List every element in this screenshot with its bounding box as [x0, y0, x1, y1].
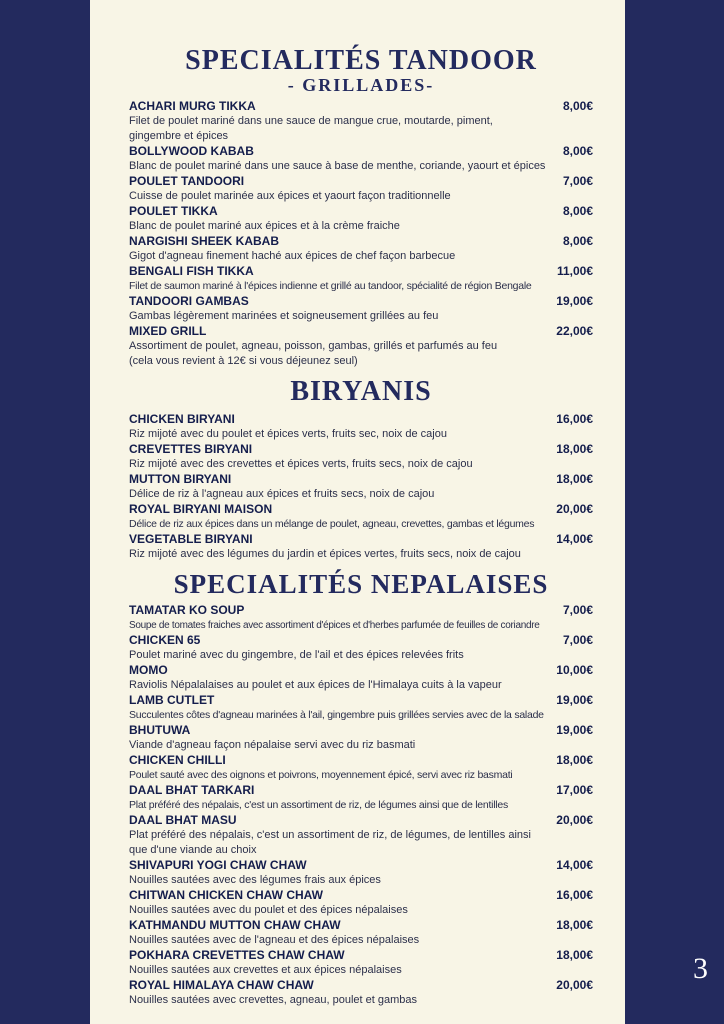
- item-price: 8,00€: [562, 234, 593, 248]
- item-name: ROYAL HIMALAYA CHAW CHAW: [129, 978, 314, 992]
- section-title-nepalaises: SPECIALITÉS NEPALAISES: [173, 569, 549, 599]
- item-name: POULET TIKKA: [129, 204, 218, 218]
- item-description: Gambas légèrement marinées et soigneusement grillées au feu: [129, 310, 439, 322]
- menu-item: [129, 783, 593, 813]
- item-description: Succulentes côtes d'agneau marinées à l'ail, gingembre puis grillées servies avec de la salade: [129, 709, 544, 721]
- item-price: 8,00€: [562, 99, 593, 113]
- item-name: TAMATAR KO SOUP: [129, 603, 245, 617]
- menu-item: [129, 532, 593, 562]
- menu-item: [129, 723, 593, 753]
- item-name: BENGALI FISH TIKKA: [129, 264, 254, 278]
- item-price: 7,00€: [562, 174, 593, 188]
- item-description: Gigot d'agneau finement haché aux épices de chef façon barbecue: [129, 250, 456, 262]
- item-price: 8,00€: [562, 204, 593, 218]
- item-description: Plat préféré des népalais, c'est un assortiment de riz, de légumes ainsi que de lentilles: [129, 799, 508, 811]
- menu-item: [129, 264, 593, 294]
- menu-item: [129, 693, 593, 723]
- item-price: 11,00€: [556, 264, 593, 278]
- item-name: NARGISHI SHEEK KABAB: [129, 234, 280, 248]
- item-name: VEGETABLE BIRYANI: [129, 532, 253, 546]
- item-description: Poulet mariné avec du gingembre, de l'ail et des épices relevées frits: [129, 649, 464, 661]
- menu-item: [129, 234, 593, 264]
- menu-item: [129, 442, 593, 472]
- item-description: Cuisse de poulet marinée aux épices et yaourt façon traditionnelle: [129, 190, 451, 202]
- item-price: 10,00€: [556, 663, 593, 677]
- item-description: Délice de riz à l'agneau aux épices et fruits secs, noix de cajou: [129, 488, 435, 500]
- item-name: DAAL BHAT TARKARI: [129, 783, 255, 797]
- item-description: Assortiment de poulet, agneau, poisson, gambas, grillés et parfumés au feu: [129, 340, 498, 352]
- section-title-biryanis: BIRYANIS: [290, 376, 432, 407]
- item-name: ROYAL BIRYANI MAISON: [129, 502, 273, 516]
- item-price: 19,00€: [556, 294, 593, 308]
- item-price: 18,00€: [556, 753, 593, 767]
- item-price: 18,00€: [556, 918, 593, 932]
- menu-item: [129, 858, 593, 888]
- item-price: 8,00€: [562, 144, 593, 158]
- menu-item: [129, 412, 593, 442]
- menu-item: [129, 663, 593, 693]
- item-description: Nouilles sautées avec crevettes, agneau, poulet et gambas: [129, 994, 418, 1006]
- menu-item: [129, 502, 593, 532]
- item-name: CHICKEN 65: [129, 633, 201, 647]
- item-description: Plat préféré des népalais, c'est un assortiment de riz, de légumes, de lentilles ainsi que d'une viande au choix: [129, 829, 531, 856]
- menu-content: [129, 44, 593, 1008]
- item-description: Nouilles sautées aux crevettes et aux épices népalaises: [129, 964, 402, 976]
- item-price: 14,00€: [556, 858, 593, 872]
- item-name: TANDOORI GAMBAS: [129, 294, 249, 308]
- item-name: CHITWAN CHICKEN CHAW CHAW: [129, 888, 323, 902]
- item-note: (cela vous revient à 12€ si vous déjeunez seul): [129, 355, 358, 367]
- item-description: Nouilles sautées avec des légumes frais aux épices: [129, 874, 381, 886]
- page-number: 3: [693, 952, 708, 985]
- item-name: CHICKEN BIRYANI: [129, 412, 235, 426]
- item-description: Blanc de poulet mariné aux épices et à la crème fraiche: [129, 220, 400, 232]
- menu-item: [129, 144, 593, 174]
- menu-item: [129, 472, 593, 502]
- item-name: MOMO: [129, 663, 168, 677]
- item-description: Soupe de tomates fraiches avec assortiment d'épices et d'herbes parfumée de feuilles de coriandre: [129, 620, 540, 631]
- item-description: Filet de poulet mariné dans une sauce de mangue crue, moutarde, piment, gingembre et épices: [129, 115, 493, 142]
- item-name: SHIVAPURI YOGI CHAW CHAW: [129, 858, 307, 872]
- item-price: 18,00€: [556, 948, 593, 962]
- item-price: 22,00€: [556, 324, 593, 338]
- item-price: 19,00€: [556, 723, 593, 737]
- item-description: Délice de riz aux épices dans un mélange de poulet, agneau, crevettes, gambas et légumes: [129, 518, 535, 530]
- menu-item: [129, 99, 593, 144]
- menu-item: [129, 294, 593, 324]
- item-name: POKHARA CREVETTES CHAW CHAW: [129, 948, 345, 962]
- item-name: POULET TANDOORI: [129, 174, 245, 188]
- item-name: MIXED GRILL: [129, 324, 207, 338]
- menu-item: [129, 978, 593, 1008]
- menu-item: [129, 324, 593, 369]
- menu-item: [129, 948, 593, 978]
- menu-item: [129, 813, 593, 858]
- section-subtitle-grillades: - GRILLADES-: [287, 75, 435, 95]
- item-name: BOLLYWOOD KABAB: [129, 144, 254, 158]
- item-price: 18,00€: [556, 472, 593, 486]
- menu-item: [129, 603, 593, 633]
- item-name: ACHARI MURG TIKKA: [129, 99, 256, 113]
- item-price: 20,00€: [556, 978, 593, 992]
- item-price: 20,00€: [556, 813, 593, 827]
- item-price: 20,00€: [556, 502, 593, 516]
- item-description: Raviolis Népalalaises au poulet et aux épices de l'Himalaya cuits à la vapeur: [129, 679, 502, 691]
- item-name: BHUTUWA: [129, 723, 191, 737]
- item-description: Filet de saumon mariné à l'épices indienne et grillé au tandoor, spécialité de région Bengale: [129, 280, 532, 292]
- item-price: 19,00€: [556, 693, 593, 707]
- item-price: 16,00€: [556, 412, 593, 426]
- item-description: Riz mijoté avec du poulet et épices verts, fruits sec, noix de cajou: [129, 428, 447, 440]
- menu-item: [129, 174, 593, 204]
- item-description: Nouilles sautées avec de l'agneau et des épices népalaises: [129, 934, 420, 946]
- item-description: Riz mijoté avec des crevettes et épices verts, fruits secs, noix de cajou: [129, 458, 473, 470]
- item-description: Poulet sauté avec des oignons et poivrons, moyennement épicé, servi avec riz basmati: [129, 769, 513, 781]
- menu-item: [129, 204, 593, 234]
- item-description: Riz mijoté avec des légumes du jardin et épices vertes, fruits secs, noix de cajou: [129, 548, 521, 560]
- item-name: CHICKEN CHILLI: [129, 753, 226, 767]
- item-description: Blanc de poulet mariné dans une sauce à base de menthe, coriande, yaourt et épices: [129, 160, 546, 172]
- item-name: CREVETTES BIRYANI: [129, 442, 253, 456]
- item-description: Nouilles sautées avec du poulet et des épices népalaises: [129, 904, 408, 916]
- menu-item: [129, 753, 593, 783]
- item-description: Viande d'agneau façon népalaise servi avec du riz basmati: [129, 739, 416, 751]
- item-price: 7,00€: [562, 633, 593, 647]
- menu-page: [90, 0, 625, 1024]
- item-name: LAMB CUTLET: [129, 693, 215, 707]
- item-name: KATHMANDU MUTTON CHAW CHAW: [129, 918, 341, 932]
- item-price: 14,00€: [556, 532, 593, 546]
- item-price: 18,00€: [556, 442, 593, 456]
- menu-item: [129, 918, 593, 948]
- item-name: DAAL BHAT MASU: [129, 813, 237, 827]
- item-name: MUTTON BIRYANI: [129, 472, 232, 486]
- section-title-tandoor: SPECIALITÉS TANDOOR: [185, 45, 537, 76]
- menu-item: [129, 633, 593, 663]
- menu-item: [129, 888, 593, 918]
- item-price: 7,00€: [562, 603, 593, 617]
- item-price: 17,00€: [556, 783, 593, 797]
- item-price: 16,00€: [556, 888, 593, 902]
